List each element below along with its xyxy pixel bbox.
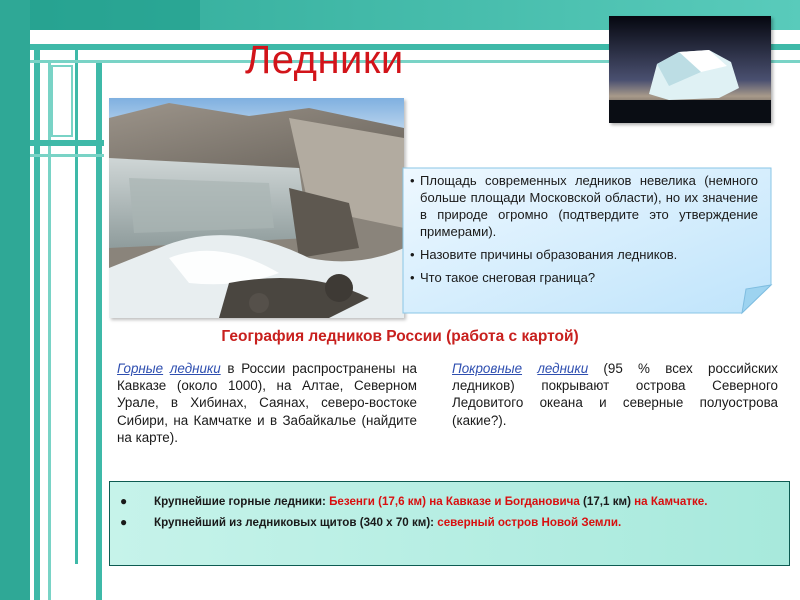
fact-value: (17,1 км) — [579, 495, 635, 508]
mountain-glaciers-paragraph — [117, 360, 417, 446]
note-bullet — [410, 172, 758, 240]
note-bullet-text: Что такое снеговая граница? — [420, 270, 596, 285]
fact-item — [120, 494, 780, 509]
note-bullet — [410, 246, 758, 263]
ice-sheet-paragraph — [452, 360, 778, 429]
facts-box — [109, 481, 790, 566]
fact-item — [120, 515, 780, 530]
glaciers-link[interactable]: ледники — [169, 361, 221, 376]
note-bullet-text: Площадь современных ледников невелика (немного больше площади Московской области), но их значение в природе огромно (подтвердите это утверждение примерами). — [420, 173, 758, 239]
section-title: География ледников России (работа с картой) — [221, 328, 579, 345]
glacier-photo — [109, 98, 404, 318]
mountain-link[interactable]: Горные — [117, 361, 164, 376]
note-bullet — [410, 269, 758, 286]
bullet-icon: ● — [120, 494, 128, 508]
page-title: Ледники — [245, 38, 404, 82]
fact-highlight: на Камчатке. — [634, 495, 708, 508]
fact-label: Крупнейшие горные ледники: — [154, 495, 330, 508]
bullet-icon: • — [410, 247, 415, 262]
note-bullet-text: Назовите причины образования ледников. — [420, 247, 678, 262]
fact-highlight: северный остров Новой Земли. — [437, 516, 622, 529]
bullet-icon: ● — [120, 515, 128, 529]
fact-highlight: Безенги (17,6 км) на Кавказе и Богдановича — [329, 495, 580, 508]
iceberg-photo — [609, 16, 771, 123]
mountain-glaciers-text: в России распространены на Кавказе (около 1000), на Алтае, Северном Урале, в Хибинах, Саянах, северо-востоке Сибири, на Камчатке и в Забайкалье (найдите на карте). — [117, 361, 417, 445]
fact-label: Крупнейший из ледниковых щитов (340 х 70 км): — [154, 516, 438, 529]
note-text — [410, 172, 758, 292]
bullet-icon: • — [410, 270, 415, 285]
ice-sheet-link[interactable]: Покровные — [452, 361, 523, 376]
ice-sheet-text: (95 % всех российских ледников) покрывают острова Северного Ледовитого океана и северные полуострова (какие?). — [452, 361, 778, 428]
glaciers-link-2[interactable]: ледники — [537, 361, 589, 376]
bullet-icon: • — [410, 173, 415, 188]
